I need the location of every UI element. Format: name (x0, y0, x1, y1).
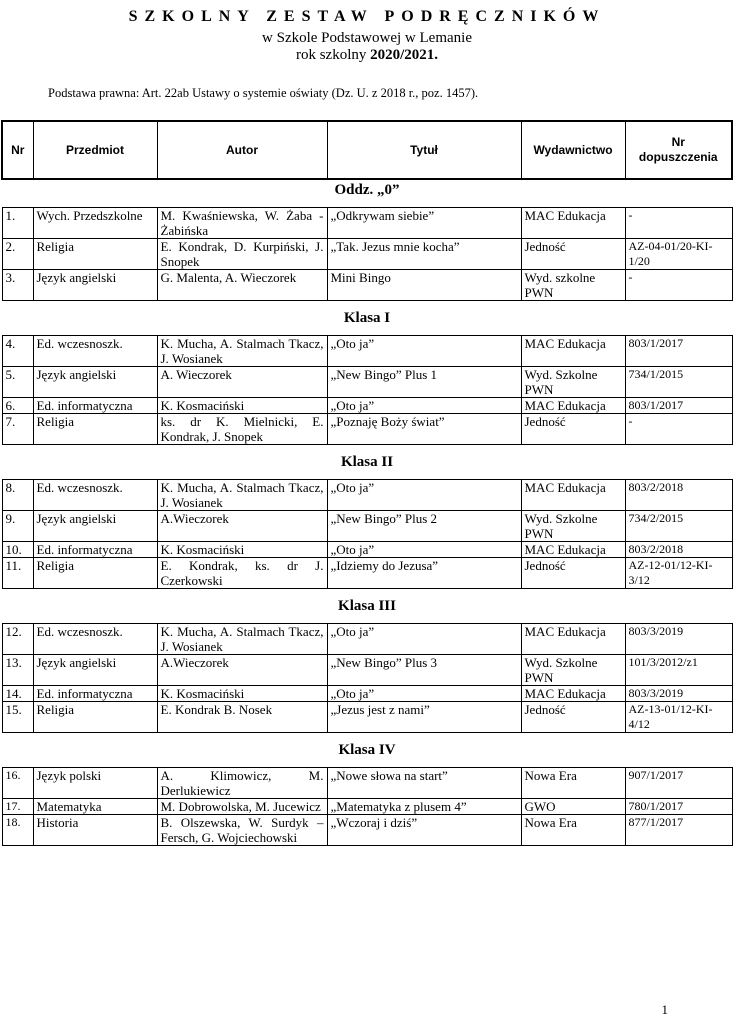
section-heading-row (2, 445, 732, 480)
row-title: „New Bingo” Plus 2 (327, 511, 521, 542)
row-publisher: Wyd. Szkolne PWN (521, 511, 625, 542)
row-subject: Ed. informatyczna (33, 398, 157, 414)
table-row (2, 511, 732, 542)
row-subject: Język polski (33, 768, 157, 799)
row-subject: Język angielski (33, 367, 157, 398)
row-approval: 803/3/2019 (625, 624, 732, 655)
table-row (2, 367, 732, 398)
col-header-publisher: Wydawnictwo (521, 121, 625, 179)
row-author: K. Kosmaciński (157, 542, 327, 558)
section-heading-row (2, 301, 732, 336)
row-nr: 3. (2, 270, 33, 301)
row-subject: Religia (33, 702, 157, 733)
row-subject: Historia (33, 815, 157, 846)
table-row (2, 702, 732, 733)
row-author: ks. dr K. Mielnicki, E. Kondrak, J. Snopek (157, 414, 327, 445)
table-row (2, 480, 732, 511)
row-nr: 11. (2, 558, 33, 589)
row-subject: Język angielski (33, 270, 157, 301)
col-header-title: Tytuł (327, 121, 521, 179)
row-publisher: Jedność (521, 702, 625, 733)
row-publisher: MAC Edukacja (521, 686, 625, 702)
table-row (2, 624, 732, 655)
section-heading-row (2, 733, 732, 768)
table-row (2, 799, 732, 815)
row-author: M. Kwaśniewska, W. Żaba - Żabińska (157, 208, 327, 239)
row-title: „Oto ja” (327, 624, 521, 655)
row-title: „Oto ja” (327, 542, 521, 558)
table-row (2, 686, 732, 702)
row-nr: 4. (2, 336, 33, 367)
row-subject: Religia (33, 239, 157, 270)
school-name: w Szkole Podstawowej w Lemanie (262, 30, 472, 46)
row-approval: - (625, 414, 732, 445)
row-nr: 1. (2, 208, 33, 239)
row-nr: 9. (2, 511, 33, 542)
row-title: „New Bingo” Plus 1 (327, 367, 521, 398)
row-nr: 15. (2, 702, 33, 733)
document-title: SZKOLNY ZESTAW PODRĘCZNIKÓW (128, 8, 606, 25)
row-title: „Idziemy do Jezusa” (327, 558, 521, 589)
row-approval: 907/1/2017 (625, 768, 732, 799)
section-heading-row (2, 589, 732, 624)
section-heading: Klasa II (2, 445, 732, 480)
row-author: K. Mucha, A. Stalmach Tkacz, J. Wosianek (157, 336, 327, 367)
row-publisher: MAC Edukacja (521, 480, 625, 511)
row-author: K. Kosmaciński (157, 686, 327, 702)
col-header-approval (625, 121, 732, 179)
school-year-prefix: rok szkolny (295, 47, 367, 63)
row-subject: Ed. wczesnoszk. (33, 480, 157, 511)
row-author: A. Wieczorek (157, 367, 327, 398)
row-approval: 877/1/2017 (625, 815, 732, 846)
row-publisher: Wyd. Szkolne PWN (521, 655, 625, 686)
row-publisher: MAC Edukacja (521, 542, 625, 558)
row-publisher: MAC Edukacja (521, 624, 625, 655)
row-publisher: Nowa Era (521, 768, 625, 799)
row-approval: 803/3/2019 (625, 686, 732, 702)
row-approval: 780/1/2017 (625, 799, 732, 815)
table-row (2, 239, 732, 270)
row-title: „Wczoraj i dziś” (327, 815, 521, 846)
row-title: „Nowe słowa na start” (327, 768, 521, 799)
section-heading-row (2, 179, 732, 208)
section-heading: Klasa I (2, 301, 732, 336)
row-publisher: MAC Edukacja (521, 208, 625, 239)
row-nr: 12. (2, 624, 33, 655)
row-approval: AZ-12-01/12-KI-3/12 (625, 558, 732, 589)
row-subject: Ed. informatyczna (33, 686, 157, 702)
table-row (2, 768, 732, 799)
row-subject: Wych. Przedszkolne (33, 208, 157, 239)
row-author: A.Wieczorek (157, 655, 327, 686)
section-heading: Klasa III (2, 589, 732, 624)
row-approval: AZ-04-01/20-KI-1/20 (625, 239, 732, 270)
row-publisher: Jedność (521, 414, 625, 445)
row-nr: 6. (2, 398, 33, 414)
row-approval: 734/2/2015 (625, 511, 732, 542)
row-approval: - (625, 208, 732, 239)
row-author: A.Wieczorek (157, 511, 327, 542)
row-nr: 16. (2, 768, 33, 799)
row-title: „Matematyka z plusem 4” (327, 799, 521, 815)
row-subject: Język angielski (33, 511, 157, 542)
row-subject: Ed. wczesnoszk. (33, 624, 157, 655)
school-year (0, 47, 734, 64)
row-author: K. Mucha, A. Stalmach Tkacz, J. Wosianek (157, 624, 327, 655)
col-header-approval-line1: Nr (671, 135, 685, 149)
row-author: G. Malenta, A. Wieczorek (157, 270, 327, 301)
row-title: „New Bingo” Plus 3 (327, 655, 521, 686)
table-row (2, 414, 732, 445)
table-header-row (2, 121, 732, 179)
row-subject: Ed. informatyczna (33, 542, 157, 558)
col-header-subject: Przedmiot (33, 121, 157, 179)
col-header-author: Autor (157, 121, 327, 179)
row-subject: Matematyka (33, 799, 157, 815)
row-nr: 5. (2, 367, 33, 398)
row-title: „Oto ja” (327, 398, 521, 414)
row-subject: Język angielski (33, 655, 157, 686)
row-author: K. Kosmaciński (157, 398, 327, 414)
row-nr: 18. (2, 815, 33, 846)
row-title: „Odkrywam siebie” (327, 208, 521, 239)
row-title: „Oto ja” (327, 336, 521, 367)
row-approval: 803/1/2017 (625, 398, 732, 414)
row-nr: 7. (2, 414, 33, 445)
row-publisher: MAC Edukacja (521, 336, 625, 367)
row-author: M. Dobrowolska, M. Jucewicz (157, 799, 327, 815)
row-approval: - (625, 270, 732, 301)
school-year-value: 2020/2021. (370, 47, 439, 63)
row-author: E. Kondrak, D. Kurpiński, J. Snopek (157, 239, 327, 270)
row-subject: Religia (33, 414, 157, 445)
col-header-nr: Nr (2, 121, 33, 179)
row-nr: 2. (2, 239, 33, 270)
row-nr: 17. (2, 799, 33, 815)
table-row (2, 208, 732, 239)
row-approval: 101/3/2012/z1 (625, 655, 732, 686)
row-publisher: MAC Edukacja (521, 398, 625, 414)
table-row (2, 336, 732, 367)
row-publisher: Jedność (521, 558, 625, 589)
table-body (2, 179, 732, 846)
row-nr: 14. (2, 686, 33, 702)
row-subject: Ed. wczesnoszk. (33, 336, 157, 367)
row-publisher: Jedność (521, 239, 625, 270)
legal-basis: Podstawa prawna: Art. 22ab Ustawy o systemie oświaty (Dz. U. z 2018 r., poz. 1457). (48, 86, 479, 100)
row-title: „Poznaję Boży świat” (327, 414, 521, 445)
table-row (2, 558, 732, 589)
row-title: „Oto ja” (327, 480, 521, 511)
row-approval: 803/2/2018 (625, 542, 732, 558)
row-title: „Jezus jest z nami” (327, 702, 521, 733)
row-approval: 803/2/2018 (625, 480, 732, 511)
row-publisher: Wyd. szkolne PWN (521, 270, 625, 301)
table-row (2, 398, 732, 414)
row-author: E. Kondrak B. Nosek (157, 702, 327, 733)
table-row (2, 815, 732, 846)
row-subject: Religia (33, 558, 157, 589)
row-nr: 10. (2, 542, 33, 558)
row-author: A. Klimowicz, M. Derlukiewicz (157, 768, 327, 799)
section-heading: Oddz. „0” (2, 179, 732, 208)
row-title: Mini Bingo (327, 270, 521, 301)
section-heading: Klasa IV (2, 733, 732, 768)
row-title: „Tak. Jezus mnie kocha” (327, 239, 521, 270)
table-row (2, 270, 732, 301)
textbook-table (1, 120, 733, 846)
page-number: 1 (661, 1002, 668, 1017)
row-approval: 734/1/2015 (625, 367, 732, 398)
row-title: „Oto ja” (327, 686, 521, 702)
row-publisher: Nowa Era (521, 815, 625, 846)
row-author: B. Olszewska, W. Surdyk – Fersch, G. Wojciechowski (157, 815, 327, 846)
row-approval: 803/1/2017 (625, 336, 732, 367)
row-publisher: Wyd. Szkolne PWN (521, 367, 625, 398)
row-approval: AZ-13-01/12-KI-4/12 (625, 702, 732, 733)
row-nr: 13. (2, 655, 33, 686)
table-row (2, 655, 732, 686)
row-author: K. Mucha, A. Stalmach Tkacz, J. Wosianek (157, 480, 327, 511)
col-header-approval-line2: dopuszczenia (638, 150, 718, 164)
row-author: E. Kondrak, ks. dr J. Czerkowski (157, 558, 327, 589)
row-publisher: GWO (521, 799, 625, 815)
table-row (2, 542, 732, 558)
row-nr: 8. (2, 480, 33, 511)
